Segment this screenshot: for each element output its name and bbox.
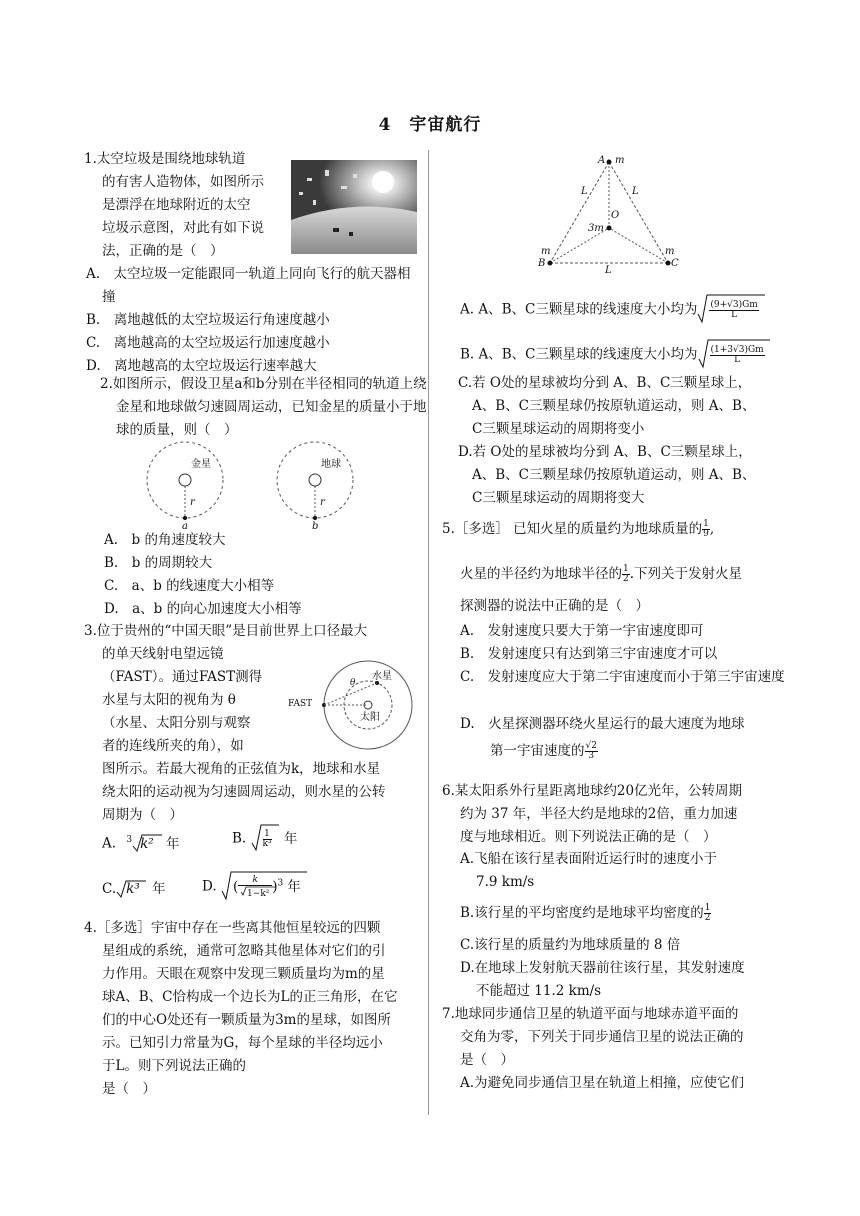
q3-stem-line: 的单天线射电望远镜 (102, 646, 224, 662)
q5-option-c: C. 发射速度应大于第二宇宙速度而小于第三宇宙速度 (460, 669, 785, 685)
q5-stem-line: 探测器的说法中正确的是（ ） (460, 598, 649, 614)
satellite-b-label: b (312, 521, 319, 532)
q1-option-b: B. 离地越低的太空垃圾运行角速度越小 (86, 312, 330, 328)
left-column (84, 148, 427, 1097)
star-b-label: B (538, 258, 546, 269)
q2-option-c: C. a、b 的线速度大小相等 (104, 578, 275, 594)
venus-label: 金星 (191, 459, 211, 470)
q4-stem-line: 力作用。天眼在观察中发现三颗质量均为m的星 (102, 966, 385, 982)
q6-option-d: 不能超过 11.2 km/s (476, 983, 602, 999)
q5-option-b: B. 发射速度只有达到第三宇宙速度才可以 (460, 646, 718, 662)
star-c-label: C (671, 258, 679, 269)
q2-stem: 2.如图所示，假设卫星a和b分别在半径相同的轨道上绕金星和地球做匀速圆周运动，已知金星的质量小于地球的质量，则（ ） (100, 376, 427, 438)
q4-stem-line: 球A、B、C恰构成一个边长为L的正三角形，在它 (102, 989, 398, 1005)
satellite-a-label: a (182, 521, 188, 532)
q4-stem-line: 们的中心O处还有一颗质量为3m的星球，如图所 (102, 1012, 391, 1028)
q5-option-a: A. 发射速度只要大于第一宇宙速度即可 (460, 623, 704, 639)
q4-stem-line: 是（ ） (102, 1081, 156, 1097)
q5-option-d: D. 火星探测器环绕火星运行的最大速度为地球 (460, 716, 745, 732)
q3-stem-line: （水星、太阳分别与观察 (102, 715, 251, 731)
mass-label: m (615, 155, 625, 166)
q6-option-c: C.该行星的质量约为地球质量的 8 倍 (460, 937, 681, 953)
fast-label: FAST (288, 699, 313, 709)
q3-option-a: A. $^3$ k² 年 (102, 829, 179, 856)
q4-stem-line: 示。已知引力常量为G，每个星球的半径均远小 (102, 1035, 383, 1051)
q3-fast-figure (314, 659, 418, 751)
star-a-label: A (598, 155, 606, 166)
q5-stem-line: 火星的半径约为地球半径的 $\frac{1}{2}$ .下列关于发射火星 (460, 564, 743, 584)
q2-option-d: D. a、b 的向心加速度大小相等 (104, 601, 302, 617)
q4-option-c: A、B、C三颗星球仍按原轨道运动，则 A、B、 (472, 398, 756, 414)
q3-option-d: D. ( $\frac{k}{\text{1−k²}})^3$ 年 (202, 870, 301, 904)
q4-stem-line: 于L。则下列说法正确的 (102, 1058, 246, 1074)
side-label: L (632, 186, 639, 197)
side-label: L (581, 186, 588, 197)
q1-option-a: A. 太空垃圾一定能跟同一轨道上同向飞行的航天器相撞 (86, 266, 411, 305)
q1-stem-line: 的有害人造物体，如图所示 (102, 174, 264, 190)
sun-label: 太阳 (360, 712, 380, 723)
center-o-label: O (611, 210, 620, 221)
q1-stem-line: 是漂浮在地球附近的太空 (102, 197, 251, 213)
q7-stem-line: 是（ ） (460, 1052, 514, 1068)
q4-option-c: C.若 O处的星球被均分到 A、B、C三颗星球上， (458, 375, 752, 391)
q5-stem-line: 5.［多选］ 已知火星的质量约为地球质量的 $\frac{1}{9}$ , (442, 519, 715, 539)
mass-label: m (541, 246, 551, 257)
q1-option-d: D. 离地越高的太空垃圾运行速率越大 (86, 358, 317, 374)
q6-option-a: 7.9 km/s (476, 874, 535, 890)
page-title: 4 宇宙航行 (378, 115, 482, 135)
q5-option-d-cont: 第一宇宙速度的 $\frac{√2}{3}$ (490, 741, 597, 761)
q6-stem-line: 约为 37 年，半径大约是地球的2倍，重力加速 (460, 806, 738, 822)
q6-option-a: A.飞船在该行星表面附近运行时的速度小于 (460, 851, 718, 867)
q4-triangle-figure (534, 152, 684, 272)
q3-stem-line: 绕太阳的运动视为匀速圆周运动，则水星的公转 (102, 784, 386, 800)
q4-stem-line: 4.［多选］宇宙中存在一些离其他恒星较远的四颗 (84, 920, 381, 936)
q4-option-d: C三颗星球运动的周期将变大 (472, 490, 645, 506)
q2-option-b: B. b 的周期较大 (104, 555, 213, 571)
q4-option-c: C三颗星球运动的周期将变小 (472, 421, 645, 437)
q3-stem-line: 周期为（ ） (102, 807, 183, 823)
radius-label: r (190, 497, 195, 508)
q3-stem-line: 3.位于贵州的“中国天眼”是目前世界上口径最大 (84, 623, 368, 639)
q4-option-d: A、B、C三颗星球仍按原轨道运动，则 A、B、 (472, 467, 756, 483)
q3-stem-line: 者的连线所夹的角），如 (102, 738, 244, 754)
center-mass-label: 3m (588, 223, 604, 234)
q2-orbit-figure (144, 440, 354, 530)
radius-label: r (320, 497, 325, 508)
q1-stem-line: 法，正确的是（ ） (102, 243, 224, 259)
q4-option-b: B. A、B、C三颗星球的线速度大小均为 $\frac{(1+3√3)Gm}{L}$ (460, 338, 782, 372)
q1-stem-line: 垃圾示意图，对此有如下说 (102, 220, 264, 236)
q3-stem-line: （FAST）。通过FAST测得 (102, 669, 263, 685)
q3-stem-line: 图所示。若最大视角的正弦值为k，地球和水星 (102, 761, 381, 777)
q7-stem-line: 交角为零，下列关于同步通信卫星的说法正确的 (460, 1029, 744, 1045)
q1-option-c: C. 离地越高的太空垃圾运行加速度越小 (86, 335, 330, 351)
earth-label: 地球 (321, 459, 341, 470)
q6-option-d: D.在地球上发射航天器前往该行星，其发射速度 (460, 960, 745, 976)
mass-label: m (665, 246, 675, 257)
q3-option-b: B. $\frac{1}{\text{k³}}$ 年 (232, 823, 297, 855)
q6-stem-line: 度与地球相近。则下列说法正确的是（ ） (460, 829, 717, 845)
q6-option-b: B.该行星的平均密度约是地球平均密度的 $\frac{1}{2}$ (460, 903, 711, 923)
q1-stem-line: 1.太空垃圾是围绕地球轨道 (84, 151, 246, 167)
q3-option-c: C. k³ 年 (102, 878, 166, 901)
theta-label: θ (350, 678, 356, 688)
q7-option-a: A.为避免同步通信卫星在轨道上相撞，应使它们 (460, 1075, 745, 1091)
side-label: L (605, 265, 612, 276)
q6-stem-line: 6.某太阳系外行星距离地球约20亿光年，公转周期 (442, 783, 743, 799)
space-debris-photo (291, 160, 417, 254)
question-1 (84, 148, 417, 374)
q4-stem-line: 星组成的系统，通常可忽略其他星体对它们的引 (102, 943, 386, 959)
q4-option-a: A. A、B、C三颗星球的线速度大小均为 $\frac{(9+√3)Gm}{L}$ (460, 293, 782, 327)
q3-stem-line: 水星与太阳的视角为 θ (102, 692, 236, 708)
column-divider (428, 150, 429, 1115)
q7-stem-line: 7.地球同步通信卫星的轨道平面与地球赤道平面的 (442, 1006, 739, 1022)
q2-option-a: A. b 的角速度较大 (104, 532, 226, 548)
q4-option-d: D.若 O处的星球被均分到 A、B、C三颗星球上， (458, 444, 752, 460)
mercury-label: 水星 (372, 671, 392, 682)
